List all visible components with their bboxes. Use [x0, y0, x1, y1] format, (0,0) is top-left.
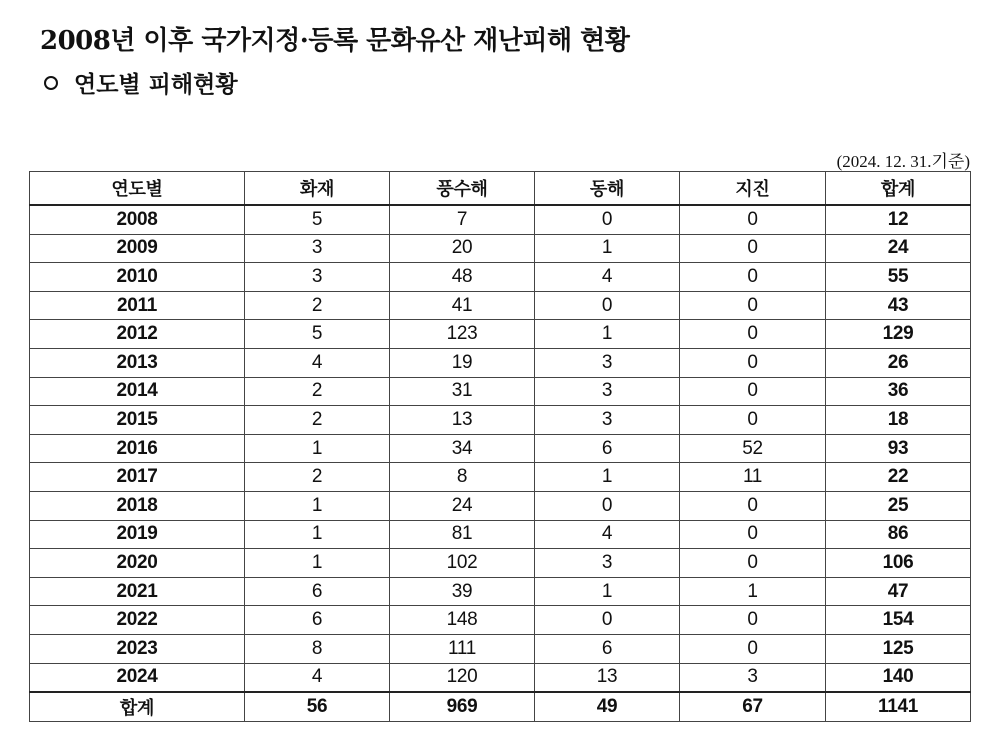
cell-total: 86 [826, 520, 971, 549]
cell-fire: 2 [245, 406, 390, 435]
cell-flood: 123 [390, 320, 535, 349]
table-row [30, 463, 971, 492]
cell-total: 129 [826, 320, 971, 349]
cell-earthquake: 0 [680, 634, 826, 663]
cell-frost: 1 [535, 234, 680, 263]
cell-earthquake: 0 [680, 291, 826, 320]
cell-year: 2008 [30, 205, 245, 234]
table-row [30, 291, 971, 320]
table-row [30, 606, 971, 635]
cell-total: 140 [826, 663, 971, 692]
table-row [30, 663, 971, 692]
cell-earthquake: 11 [680, 463, 826, 492]
cell-fire: 6 [245, 606, 390, 635]
cell-earthquake: 0 [680, 549, 826, 578]
cell-earthquake: 0 [680, 606, 826, 635]
cell-year: 2020 [30, 549, 245, 578]
cell-earthquake: 0 [680, 491, 826, 520]
cell-year: 2021 [30, 577, 245, 606]
cell-flood: 120 [390, 663, 535, 692]
cell-fire: 1 [245, 491, 390, 520]
cell-year: 2016 [30, 434, 245, 463]
cell-total: 154 [826, 606, 971, 635]
table-row [30, 491, 971, 520]
cell-year: 2011 [30, 291, 245, 320]
base-date-note: (2024. 12. 31.기준) [836, 152, 970, 171]
cell-frost: 3 [535, 377, 680, 406]
cell-fire: 1 [245, 520, 390, 549]
total-cell-year: 합계 [30, 692, 245, 721]
table-row [30, 549, 971, 578]
cell-frost: 0 [535, 606, 680, 635]
cell-frost: 3 [535, 348, 680, 377]
cell-year: 2009 [30, 234, 245, 263]
cell-year: 2014 [30, 377, 245, 406]
cell-earthquake: 52 [680, 434, 826, 463]
circle-bullet-icon [44, 76, 58, 90]
cell-flood: 81 [390, 520, 535, 549]
cell-year: 2010 [30, 263, 245, 292]
cell-frost: 4 [535, 520, 680, 549]
table-row [30, 577, 971, 606]
cell-fire: 8 [245, 634, 390, 663]
cell-total: 26 [826, 348, 971, 377]
table-total-row [30, 692, 971, 721]
cell-flood: 7 [390, 205, 535, 234]
cell-flood: 148 [390, 606, 535, 635]
cell-earthquake: 0 [680, 348, 826, 377]
cell-frost: 4 [535, 263, 680, 292]
header-frost: 동해 [535, 172, 680, 206]
cell-total: 36 [826, 377, 971, 406]
cell-frost: 1 [535, 320, 680, 349]
cell-fire: 2 [245, 377, 390, 406]
header-earthquake: 지진 [680, 172, 826, 206]
cell-flood: 19 [390, 348, 535, 377]
cell-year: 2015 [30, 406, 245, 435]
cell-total: 93 [826, 434, 971, 463]
cell-frost: 3 [535, 549, 680, 578]
cell-total: 55 [826, 263, 971, 292]
cell-fire: 3 [245, 263, 390, 292]
cell-fire: 3 [245, 234, 390, 263]
cell-fire: 4 [245, 348, 390, 377]
table-row [30, 205, 971, 234]
cell-fire: 2 [245, 291, 390, 320]
cell-year: 2023 [30, 634, 245, 663]
total-cell-total: 1141 [826, 692, 971, 721]
table-row [30, 634, 971, 663]
cell-earthquake: 0 [680, 234, 826, 263]
cell-frost: 0 [535, 205, 680, 234]
cell-flood: 24 [390, 491, 535, 520]
cell-year: 2019 [30, 520, 245, 549]
total-cell-earthquake: 67 [680, 692, 826, 721]
cell-fire: 1 [245, 434, 390, 463]
total-cell-fire: 56 [245, 692, 390, 721]
header-year: 연도별 [30, 172, 245, 206]
cell-earthquake: 3 [680, 663, 826, 692]
cell-frost: 0 [535, 291, 680, 320]
cell-year: 2017 [30, 463, 245, 492]
cell-total: 12 [826, 205, 971, 234]
header-flood: 풍수해 [390, 172, 535, 206]
cell-frost: 6 [535, 434, 680, 463]
cell-total: 43 [826, 291, 971, 320]
total-cell-frost: 49 [535, 692, 680, 721]
table-row [30, 234, 971, 263]
subtitle-text: 연도별 피해현황 [74, 71, 238, 98]
header-total: 합계 [826, 172, 971, 206]
cell-flood: 20 [390, 234, 535, 263]
cell-fire: 2 [245, 463, 390, 492]
cell-earthquake: 0 [680, 320, 826, 349]
cell-year: 2012 [30, 320, 245, 349]
cell-total: 24 [826, 234, 971, 263]
header-fire: 화재 [245, 172, 390, 206]
cell-flood: 48 [390, 263, 535, 292]
cell-total: 18 [826, 406, 971, 435]
cell-earthquake: 0 [680, 520, 826, 549]
table-row [30, 406, 971, 435]
page-title: 2008년 이후 국가지정·등록 문화유산 재난피해 현황 [40, 26, 630, 56]
table-row [30, 377, 971, 406]
cell-fire: 6 [245, 577, 390, 606]
cell-fire: 4 [245, 663, 390, 692]
table-row [30, 520, 971, 549]
cell-total: 25 [826, 491, 971, 520]
cell-flood: 13 [390, 406, 535, 435]
cell-earthquake: 1 [680, 577, 826, 606]
cell-flood: 39 [390, 577, 535, 606]
cell-flood: 111 [390, 634, 535, 663]
cell-year: 2013 [30, 348, 245, 377]
cell-total: 22 [826, 463, 971, 492]
cell-frost: 1 [535, 577, 680, 606]
cell-earthquake: 0 [680, 263, 826, 292]
cell-year: 2018 [30, 491, 245, 520]
cell-flood: 8 [390, 463, 535, 492]
cell-year: 2024 [30, 663, 245, 692]
section-subtitle [44, 66, 238, 99]
cell-flood: 34 [390, 434, 535, 463]
cell-frost: 0 [535, 491, 680, 520]
cell-flood: 102 [390, 549, 535, 578]
table-row [30, 348, 971, 377]
table-row [30, 434, 971, 463]
cell-flood: 31 [390, 377, 535, 406]
cell-frost: 1 [535, 463, 680, 492]
cell-frost: 13 [535, 663, 680, 692]
cell-year: 2022 [30, 606, 245, 635]
cell-total: 125 [826, 634, 971, 663]
table-row [30, 320, 971, 349]
total-cell-flood: 969 [390, 692, 535, 721]
cell-fire: 5 [245, 205, 390, 234]
cell-frost: 6 [535, 634, 680, 663]
cell-fire: 5 [245, 320, 390, 349]
cell-frost: 3 [535, 406, 680, 435]
table-header-row [30, 172, 971, 206]
cell-total: 47 [826, 577, 971, 606]
cell-fire: 1 [245, 549, 390, 578]
cell-total: 106 [826, 549, 971, 578]
table-row [30, 263, 971, 292]
cell-earthquake: 0 [680, 377, 826, 406]
cell-earthquake: 0 [680, 406, 826, 435]
cell-flood: 41 [390, 291, 535, 320]
damage-table [29, 171, 971, 722]
cell-earthquake: 0 [680, 205, 826, 234]
